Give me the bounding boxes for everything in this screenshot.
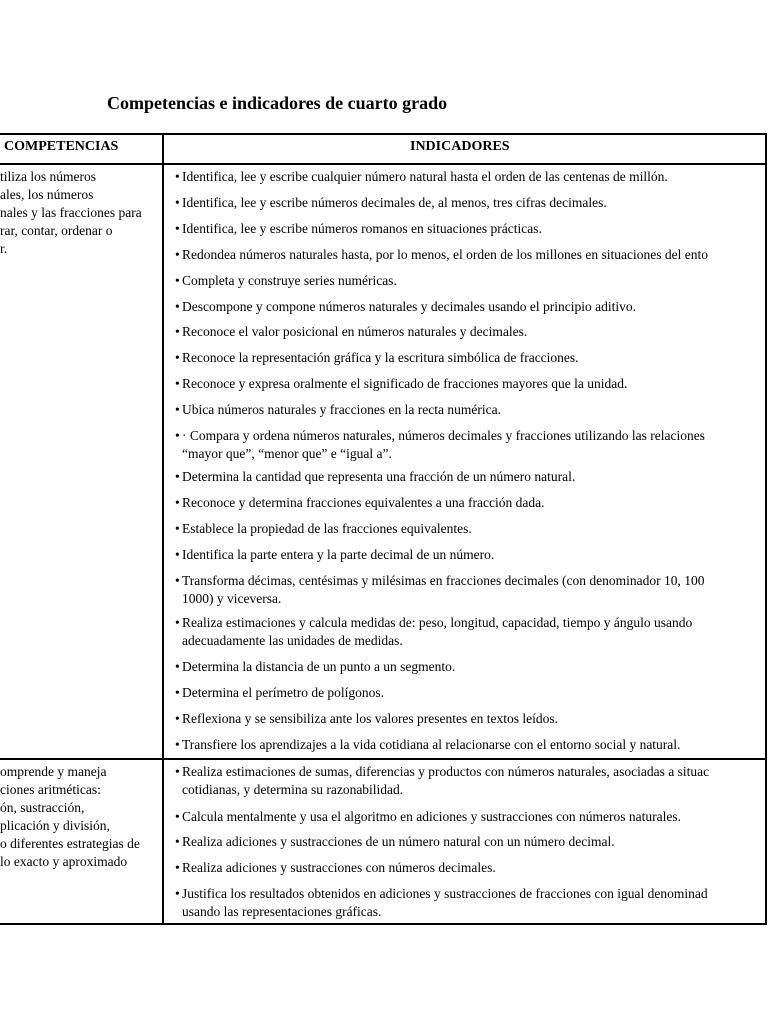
bullet-icon: •: [175, 521, 180, 536]
indicador-item: [175, 494, 765, 512]
indicador-text: Completa y construye series numéricas.: [182, 273, 397, 288]
bullet-icon: •: [175, 324, 180, 339]
indicador-item: [175, 572, 765, 608]
indicador-text: adecuadamente las unidades de medidas.: [182, 633, 403, 648]
indicador-text: Determina la distancia de un punto a un segmento.: [182, 659, 456, 674]
bullet-icon: •: [175, 737, 180, 752]
indicador-text: Identifica, lee y escribe números romanos en situaciones prácticas.: [182, 221, 542, 236]
competencia-cell-2: [0, 763, 162, 871]
indicador-item: [175, 546, 765, 564]
bullet-icon: •: [175, 428, 180, 443]
indicador-item: [175, 658, 765, 676]
competencias-table: [0, 133, 767, 925]
indicador-item: [175, 323, 765, 341]
competencia-text-line: lo exacto y aproximado: [0, 854, 128, 869]
indicador-item: [175, 427, 765, 463]
header-divider: [0, 163, 765, 165]
indicador-text: Descompone y compone números naturales y decimales usando el principio aditivo.: [182, 299, 637, 314]
indicador-text: Transforma décimas, centésimas y milésimas en fracciones decimales (con denominador 10, 100: [182, 573, 705, 588]
indicador-text: Determina la cantidad que representa una fracción de un número natural.: [182, 469, 576, 484]
indicador-item: [175, 298, 765, 316]
indicador-text: Identifica, lee y escribe cualquier número natural hasta el orden de las centenas de millón.: [182, 169, 668, 184]
competencia-text-line: nales y las fracciones para: [0, 205, 142, 220]
indicadores-cell-2: [175, 763, 765, 923]
competencia-text-line: tiliza los números: [0, 169, 96, 184]
competencia-text-line: ales, los números: [0, 187, 94, 202]
indicador-text: Ubica números naturales y fracciones en la recta numérica.: [182, 402, 501, 417]
indicador-item: [175, 194, 765, 212]
bullet-icon: •: [175, 376, 180, 391]
competencia-text-line: omprende y maneja: [0, 764, 107, 779]
indicador-text: usando las representaciones gráficas.: [182, 904, 382, 919]
indicador-text: Justifica los resultados obtenidos en adiciones y sustracciones de fracciones con igual denominad: [182, 886, 708, 901]
indicador-text: · Compara y ordena números naturales, números decimales y fracciones utilizando las relaciones: [182, 428, 705, 443]
indicador-text: Establece la propiedad de las fracciones equivalentes.: [182, 521, 472, 536]
indicador-item: [175, 520, 765, 538]
competencia-text-line: ón, sustracción,: [0, 800, 85, 815]
indicador-item: [175, 220, 765, 238]
bullet-icon: •: [175, 573, 180, 588]
indicador-text: Identifica, lee y escribe números decimales de, al menos, tres cifras decimales.: [182, 195, 607, 210]
indicador-item: [175, 763, 765, 799]
indicador-item: [175, 684, 765, 702]
competencia-text-line: ciones aritméticas:: [0, 782, 101, 797]
indicadores-cell-1: [175, 168, 765, 756]
bullet-icon: •: [175, 809, 180, 824]
indicador-item: [175, 885, 765, 921]
bullet-icon: •: [175, 273, 180, 288]
indicador-text: Transfiere los aprendizajes a la vida cotidiana al relacionarse con el entorno social y natural.: [182, 737, 681, 752]
bullet-icon: •: [175, 711, 180, 726]
bullet-icon: •: [175, 169, 180, 184]
indicador-text: Reconoce y expresa oralmente el significado de fracciones mayores que la unidad.: [182, 376, 628, 391]
bullet-icon: •: [175, 886, 180, 901]
bullet-icon: •: [175, 299, 180, 314]
column-divider: [162, 135, 164, 923]
indicador-item: [175, 859, 765, 877]
competencia-text-line: plicación y división,: [0, 818, 110, 833]
indicador-text: Reconoce la representación gráfica y la escritura simbólica de fracciones.: [182, 350, 579, 365]
bullet-icon: •: [175, 469, 180, 484]
indicador-item: [175, 272, 765, 290]
bullet-icon: •: [175, 615, 180, 630]
indicador-text: Realiza adiciones y sustracciones de un número natural con un número decimal.: [182, 834, 615, 849]
indicador-item: [175, 468, 765, 486]
indicador-text: Realiza estimaciones y calcula medidas de: peso, longitud, capacidad, tiempo y ángulo usando: [182, 615, 693, 630]
indicador-text: Reconoce el valor posicional en números naturales y decimales.: [182, 324, 528, 339]
indicador-text: Realiza adiciones y sustracciones con números decimales.: [182, 860, 496, 875]
header-competencias: COMPETENCIAS: [4, 139, 119, 154]
bullet-icon: •: [175, 195, 180, 210]
indicador-item: [175, 246, 765, 264]
bullet-icon: •: [175, 547, 180, 562]
indicador-item: [175, 710, 765, 728]
competencia-text-line: r.: [0, 241, 8, 256]
indicador-text: Identifica la parte entera y la parte decimal de un número.: [182, 547, 495, 562]
bullet-icon: •: [175, 764, 180, 779]
indicador-text: cotidianas, y determina su razonabilidad.: [182, 782, 404, 797]
bullet-icon: •: [175, 495, 180, 510]
bullet-icon: •: [175, 247, 180, 262]
indicador-text: Calcula mentalmente y usa el algoritmo en adiciones y sustracciones con números naturales.: [182, 809, 681, 824]
bullet-icon: •: [175, 860, 180, 875]
row-divider: [0, 758, 765, 760]
bullet-icon: •: [175, 221, 180, 236]
indicador-item: [175, 401, 765, 419]
indicador-item: [175, 736, 765, 754]
competencia-cell-1: [0, 168, 162, 258]
document-title: Competencias e indicadores de cuarto grado: [107, 93, 448, 113]
indicador-item: [175, 168, 765, 186]
bullet-icon: •: [175, 834, 180, 849]
bullet-icon: •: [175, 659, 180, 674]
indicador-text: Determina el perímetro de polígonos.: [182, 685, 385, 700]
indicador-item: [175, 349, 765, 367]
competencia-text-line: o diferentes estrategias de: [0, 836, 140, 851]
indicador-item: [175, 614, 765, 650]
header-indicadores: INDICADORES: [410, 139, 510, 154]
indicador-item: [175, 808, 765, 826]
bullet-icon: •: [175, 402, 180, 417]
bullet-icon: •: [175, 685, 180, 700]
indicador-text: 1000) y viceversa.: [182, 591, 282, 606]
indicador-item: [175, 833, 765, 851]
competencia-text-line: rar, contar, ordenar o: [0, 223, 113, 238]
bullet-icon: •: [175, 350, 180, 365]
indicador-text: Reconoce y determina fracciones equivalentes a una fracción dada.: [182, 495, 545, 510]
indicador-text: Realiza estimaciones de sumas, diferencias y productos con números naturales, asociadas a situac: [182, 764, 710, 779]
indicador-item: [175, 375, 765, 393]
indicador-text: Reflexiona y se sensibiliza ante los valores presentes en textos leídos.: [182, 711, 559, 726]
indicador-text: “mayor que”, “menor que” e “igual a”.: [182, 446, 392, 461]
indicador-text: Redondea números naturales hasta, por lo menos, el orden de los millones en situaciones del ento: [182, 247, 708, 262]
